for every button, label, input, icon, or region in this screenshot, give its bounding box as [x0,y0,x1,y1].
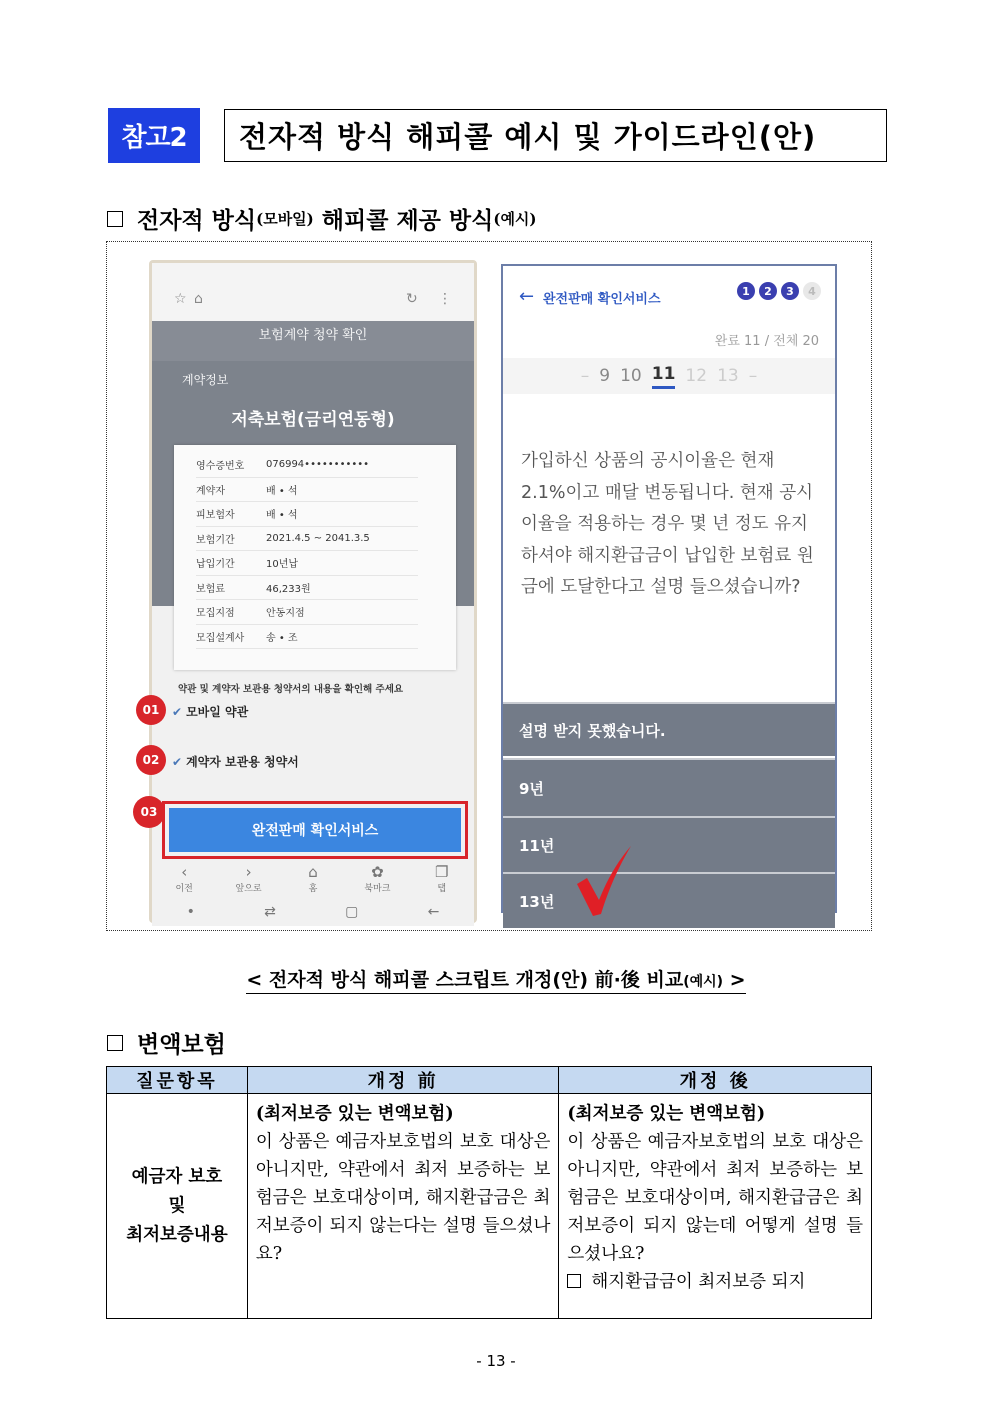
home-button-icon[interactable]: ▢ [345,904,359,920]
info-value: 안동지점 [266,608,305,620]
info-row [196,502,418,527]
step-number[interactable]: 9 [599,366,611,386]
item-line: 예금자 보호 [131,1166,223,1187]
stage-dot: 4 [803,282,821,300]
system-nav-bar [152,898,474,926]
info-row [196,551,418,576]
check-item-application[interactable] [142,741,474,781]
question-stepper [503,358,835,394]
screen-header: 보험계약 청약 확인 [152,321,474,361]
star-icon[interactable]: ☆ [174,291,187,307]
nav-label: 홈 [308,884,318,894]
info-key: 영수증번호 [196,461,245,473]
nav-home[interactable] [293,863,333,897]
step-number[interactable]: 13 [717,366,739,386]
check-label: 모바일 약관 [186,705,249,719]
recent-apps-icon[interactable]: ⇄ [264,904,276,920]
contract-info-card [174,445,456,670]
after-body: 이 상품은 예금자보호법의 보호 대상은 아니지만, 약관에서 최저 보증하는 보험금은 보호대상이며, 해지환급금은 최저보증이 되지 않는데 어떻게 설명 들으셨나요? [567,1132,863,1264]
check-icon: ✔ [172,705,183,719]
checkbox-square-icon [567,1274,581,1288]
home-icon: ⌂ [308,863,318,881]
step-number-badge: 01 [136,695,166,725]
stage-indicator [737,282,821,300]
info-value: 10년납 [266,559,299,571]
column-header: 질문항목 [107,1067,248,1094]
heading-note-2: (예시) [493,210,537,228]
phone-question-screen [501,264,837,913]
figure-caption [0,965,992,992]
heading-text: 변액보험 [137,1031,226,1058]
menu-icon[interactable]: ⋮ [438,291,452,307]
info-row [196,625,418,650]
column-header: 개정 前 [247,1067,559,1094]
check-icon: ✔ [172,755,183,769]
stage-dot: 2 [759,282,777,300]
answer-option[interactable]: 9년 [503,758,835,816]
product-name: 저축보험(금리연동형) [231,410,395,430]
checkbox-square-icon [107,1035,123,1051]
info-value: 배 • 석 [266,510,298,522]
info-key: 보험기간 [196,534,235,546]
progress-text: 완료 11 / 전체 20 [714,334,819,349]
answer-option[interactable]: 설명 받지 못했습니다. [503,702,835,756]
question-item-cell [107,1094,248,1319]
nav-label: 이전 [175,884,193,894]
after-option [567,1268,863,1296]
section-heading-variable-insurance [107,1026,226,1059]
info-row [196,576,418,601]
section-label: 계약정보 [182,373,229,387]
info-value: 46,233원 [266,583,311,595]
step-number[interactable]: 12 [685,366,708,386]
check-item-terms[interactable] [142,691,474,731]
dash-icon: – [748,366,758,386]
nav-forward[interactable] [229,863,269,897]
info-key: 모집지점 [196,608,235,620]
red-checkmark-icon [573,844,633,919]
reference-badge: 참고2 [108,108,200,163]
info-key: 계약자 [196,485,225,497]
table-header-row [107,1067,872,1094]
nav-tabs[interactable] [422,863,462,897]
info-value: 배 • 석 [266,485,298,497]
heading-note: (모바일) [256,210,314,228]
bookmark-icon: ✿ [371,863,384,881]
caption-end: > [723,969,746,994]
browser-nav [152,863,474,897]
info-value: 송 • 조 [266,632,298,644]
nav-bookmark[interactable] [357,863,397,897]
back-arrow-icon[interactable]: ← [427,904,440,920]
heading-text: 전자적 방식 [137,207,257,234]
info-key: 납입기간 [196,559,235,571]
check-label: 계약자 보관용 청약서 [186,755,299,769]
info-row [196,600,418,625]
info-row [196,453,418,478]
step-number[interactable]: 10 [620,366,642,386]
phone-contract-screen [142,260,477,923]
item-line: 최저보증내용 [126,1224,228,1245]
stage-dot: 3 [781,282,799,300]
info-value: 076994••••••••••• [266,459,370,471]
info-row [196,478,418,503]
table-row [107,1094,872,1319]
mobile-screens-figure [106,241,872,931]
refresh-icon[interactable]: ↻ [406,291,418,307]
stage-dot: 1 [737,282,755,300]
step-number-badge-03: 03 [133,796,165,828]
caption-text: < 전자적 방식 해피콜 스크립트 개정(안) 前·後 비교 [246,969,683,994]
dash-icon: – [580,366,590,386]
checkbox-square-icon [107,211,123,227]
item-line: 및 [168,1195,186,1216]
before-cell [247,1094,559,1319]
page-title: 전자적 방식 해피콜 예시 및 가이드라인(안) [224,109,887,162]
highlight-frame [162,801,468,859]
page-number: - 13 - [476,1352,516,1370]
tabs-icon: ❐ [435,863,449,881]
before-title: (최저보증 있는 변액보험) [255,1104,454,1124]
info-key: 보험료 [196,583,225,595]
step-number-current[interactable]: 11 [652,364,676,389]
question-header [503,266,835,330]
after-cell [559,1094,872,1319]
chevron-left-icon: ‹ [181,863,188,881]
section-heading-mobile [107,202,537,235]
column-header: 개정 後 [559,1067,872,1094]
question-text: 가입하신 상품의 공시이율은 현재 2.1%이고 매달 변동됩니다. 현재 공시이율을 적용하는 경우 몇 년 정도 유지하셔야 해지환급금이 납입한 보험료 원금에 도달한다고 설명 들으셨습니까? [521,451,814,597]
info-key: 피보험자 [196,510,235,522]
before-body: 이 상품은 예금자보호법의 보호 대상은 아니지만, 약관에서 최저 보증하는 보험금은 보호대상이며, 해지환급금은 최저보증이 되지 않는다는 설명 들으셨나요? [255,1132,551,1264]
complete-sale-service-button[interactable]: 완전판매 확인서비스 [169,808,461,852]
service-title: 완전판매 확인서비스 [543,292,661,307]
nav-label: 북마크 [364,884,391,894]
chevron-right-icon: › [245,863,252,881]
notice-text: 약관 및 계약자 보관용 청약서의 내용을 확인해 주세요 [178,684,404,695]
info-row [196,527,418,552]
after-title: (최저보증 있는 변액보험) [567,1104,766,1124]
nav-label: 탭 [437,884,447,894]
nav-back[interactable] [164,863,204,897]
nav-label: 앞으로 [235,884,262,894]
lock-icon: ⌂ [194,291,203,307]
comparison-table [106,1066,872,1319]
answer-option[interactable]: 11년 [503,816,835,872]
browser-bar [152,263,474,321]
info-key: 모집설계사 [196,632,245,644]
step-number-badge: 02 [136,745,166,775]
dot-icon: • [186,904,195,920]
info-value: 2021.4.5 ~ 2041.3.5 [266,532,370,544]
caption-note: (예시) [683,974,724,990]
back-arrow-icon[interactable]: ← [519,286,535,307]
after-option-text: 해지환급금이 최저보증 되지 [591,1272,806,1292]
heading-text-2: 해피콜 제공 방식 [313,207,494,234]
answer-option[interactable]: 13년 [503,872,835,928]
